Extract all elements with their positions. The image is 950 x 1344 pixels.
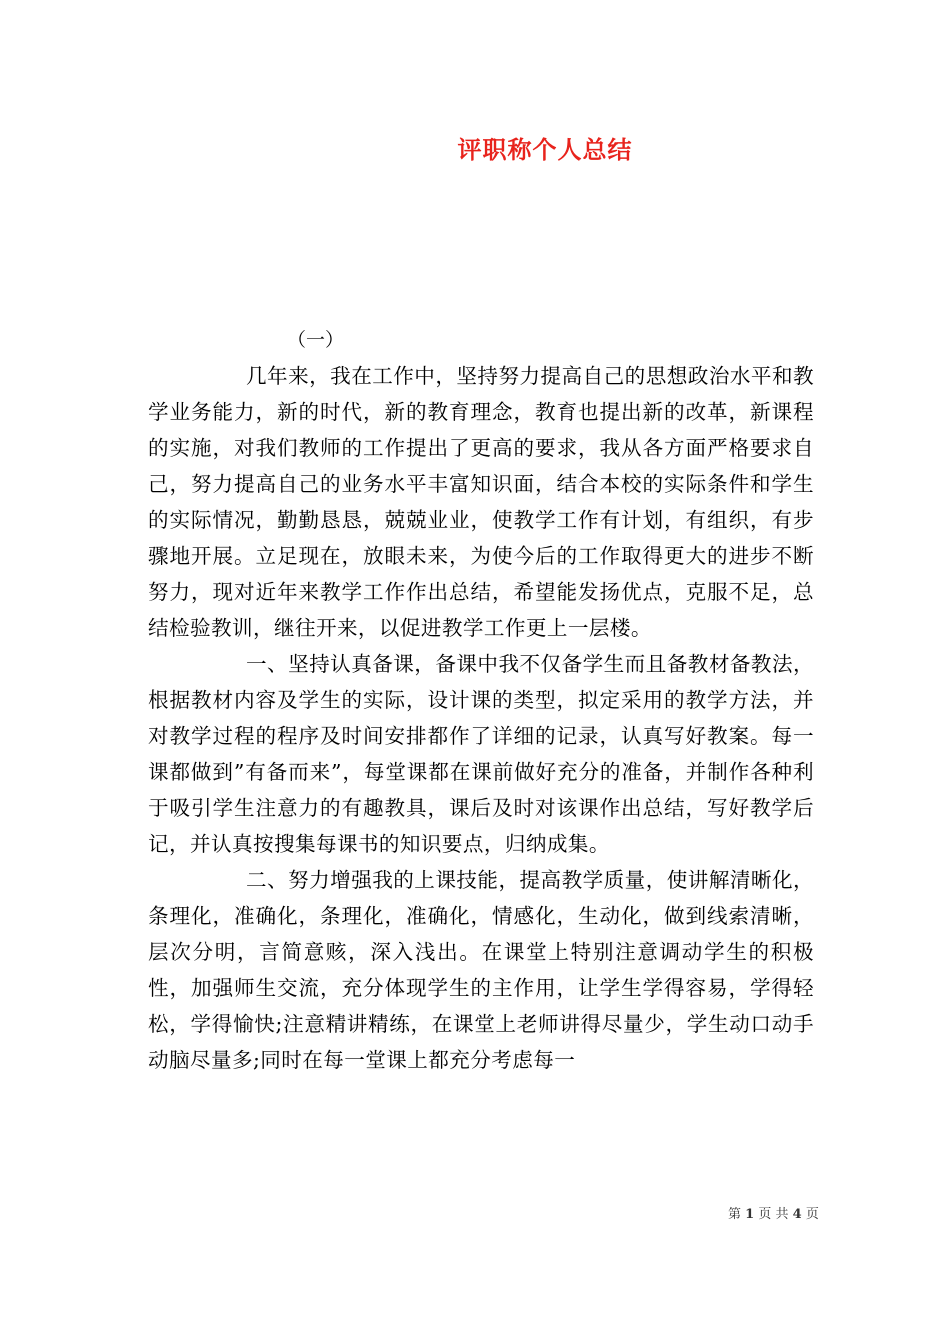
current-page-number: 1	[745, 1207, 755, 1222]
paragraph-teaching-skills: 二、努力增强我的上课技能，提高教学质量，使讲解清晰化，条理化，准确化，条理化，准确化，情感化，生动化，做到线索清晰，层次分明，言简意赅，深入浅出。在课堂上特别注意调动学生的积极性，加强师生交流，充分体现学生的主作用，让学生学得容易，学得轻松，学得愉快;注意精讲精练，在课堂上老师讲得尽量少，学生动口动手动脑尽量多;同时在每一堂课上都充分考虑每一	[148, 868, 814, 1072]
total-page-count: 4	[792, 1207, 802, 1222]
footer-middle: 页 共	[758, 1207, 789, 1222]
footer-suffix: 页	[805, 1207, 819, 1222]
page-footer	[728, 1203, 819, 1222]
section-number: （一）	[287, 329, 345, 351]
footer-prefix: 第	[728, 1207, 742, 1222]
document-title: 评职称个人总结	[457, 135, 633, 164]
paragraph-intro: 几年来，我在工作中，坚持努力提高自己的思想政治水平和教学业务能力，新的时代，新的教育理念，教育也提出新的改革，新课程的实施，对我们教师的工作提出了更高的要求，我从各方面严格要求自己，努力提高自己的业务水平丰富知识面，结合本校的实际条件和学生的实际情况，勤勤恳恳，兢兢业业，使教学工作有计划，有组织，有步骤地开展。立足现在，放眼未来，为使今后的工作取得更大的进步不断努力，现对近年来教学工作作出总结，希望能发扬优点，克服不足，总结检验教训，继往开来，以促进教学工作更上一层楼。	[148, 364, 814, 640]
paragraph-lesson-prep: 一、坚持认真备课，备课中我不仅备学生而且备教材备教法，根据教材内容及学生的实际，设计课的类型，拟定采用的教学方法，并对教学过程的程序及时间安排都作了详细的记录，认真写好教案。每一课都做到”有备而来”，每堂课都在课前做好充分的准备，并制作各种利于吸引学生注意力的有趣教具，课后及时对该课作出总结，写好教学后记，并认真按搜集每课书的知识要点，归纳成集。	[148, 652, 814, 856]
document-body	[148, 358, 814, 1078]
